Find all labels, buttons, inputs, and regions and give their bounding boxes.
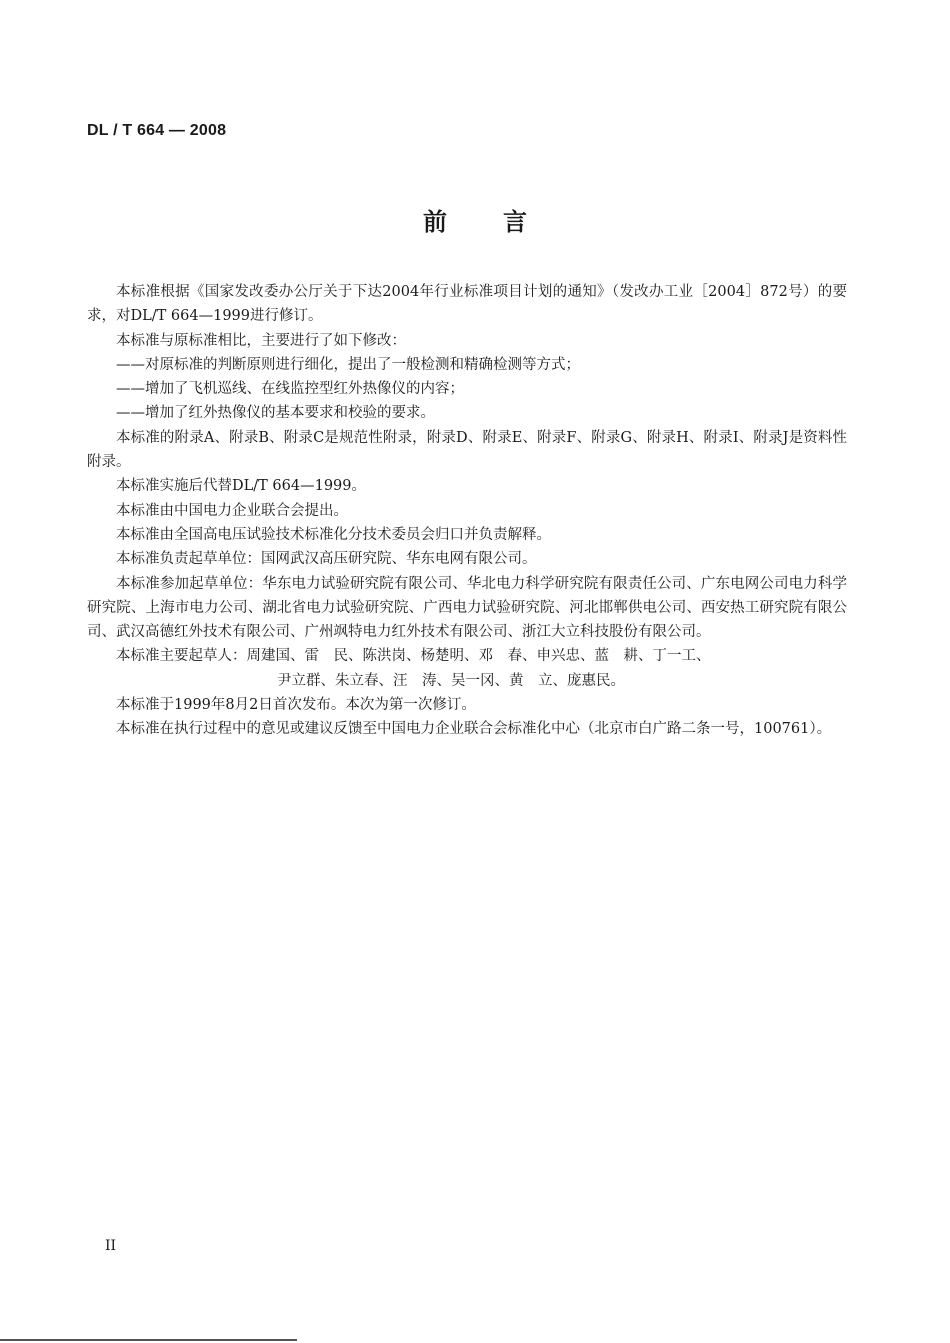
- paragraph-participating-units: 本标准参加起草单位：华东电力试验研究院有限公司、华北电力科学研究院有限责任公司、广东电网公司电力科学研究院、上海市电力公司、湖北省电力试验研究院、广西电力试验研究院、河北邯郸供电公司、西安热工研究院有限公司、武汉高德红外技术有限公司、广州飒特电力红外技术有限公司、浙江大立科技股份有限公司。: [87, 575, 847, 641]
- paragraph-change-2: ——增加了飞机巡线、在线监控型红外热像仪的内容；: [116, 381, 464, 398]
- page-title: 前言: [423, 208, 583, 236]
- paragraph-proposer: 本标准由中国电力企业联合会提出。: [116, 502, 348, 519]
- paragraph-first-issue: 本标准于1999年8月2日首次发布。本次为第一次修订。: [116, 697, 476, 714]
- paragraph-feedback: 本标准在执行过程中的意见或建议反馈至中国电力企业联合会标准化中心（北京市白广路二条一号，100761）。: [116, 721, 832, 738]
- paragraph-committee: 本标准由全国高电压试验技术标准化分技术委员会归口并负责解释。: [116, 526, 551, 543]
- paragraph-change-3: ——增加了红外热像仪的基本要求和校验的要求。: [116, 405, 435, 422]
- document-body: [87, 280, 847, 742]
- paragraph-drafters-line1: 本标准主要起草人：周建国、雷 民、陈洪岗、杨楚明、邓 春、申兴忠、蓝 耕、丁一工、: [116, 648, 711, 665]
- paragraph-basis: 本标准根据《国家发改委办公厅关于下达2004年行业标准项目计划的通知》（发改办工业［2004］872号）的要求，对DL/T 664—1999进行修订。: [87, 284, 847, 325]
- paragraph-change-1: ——对原标准的判断原则进行细化，提出了一般检测和精确检测等方式；: [116, 356, 580, 373]
- bottom-divider: [0, 1339, 297, 1341]
- paragraph-appendices: 本标准的附录A、附录B、附录C是规范性附录，附录D、附录E、附录F、附录G、附录H、附录I、附录J是资料性附录。: [87, 429, 847, 471]
- standard-code: DL / T 664 — 2008: [87, 122, 227, 139]
- page-number: II: [105, 1238, 117, 1254]
- paragraph-replaces: 本标准实施后代替DL/T 664—1999。: [116, 478, 366, 495]
- paragraph-drafters-line2: 尹立群、朱立春、汪 涛、吴一冈、黄 立、庞惠民。: [277, 672, 625, 689]
- paragraph-changes-intro: 本标准与原标准相比，主要进行了如下修改：: [116, 332, 406, 349]
- paragraph-lead-drafting-units: 本标准负责起草单位：国网武汉高压研究院、华东电网有限公司。: [116, 551, 537, 568]
